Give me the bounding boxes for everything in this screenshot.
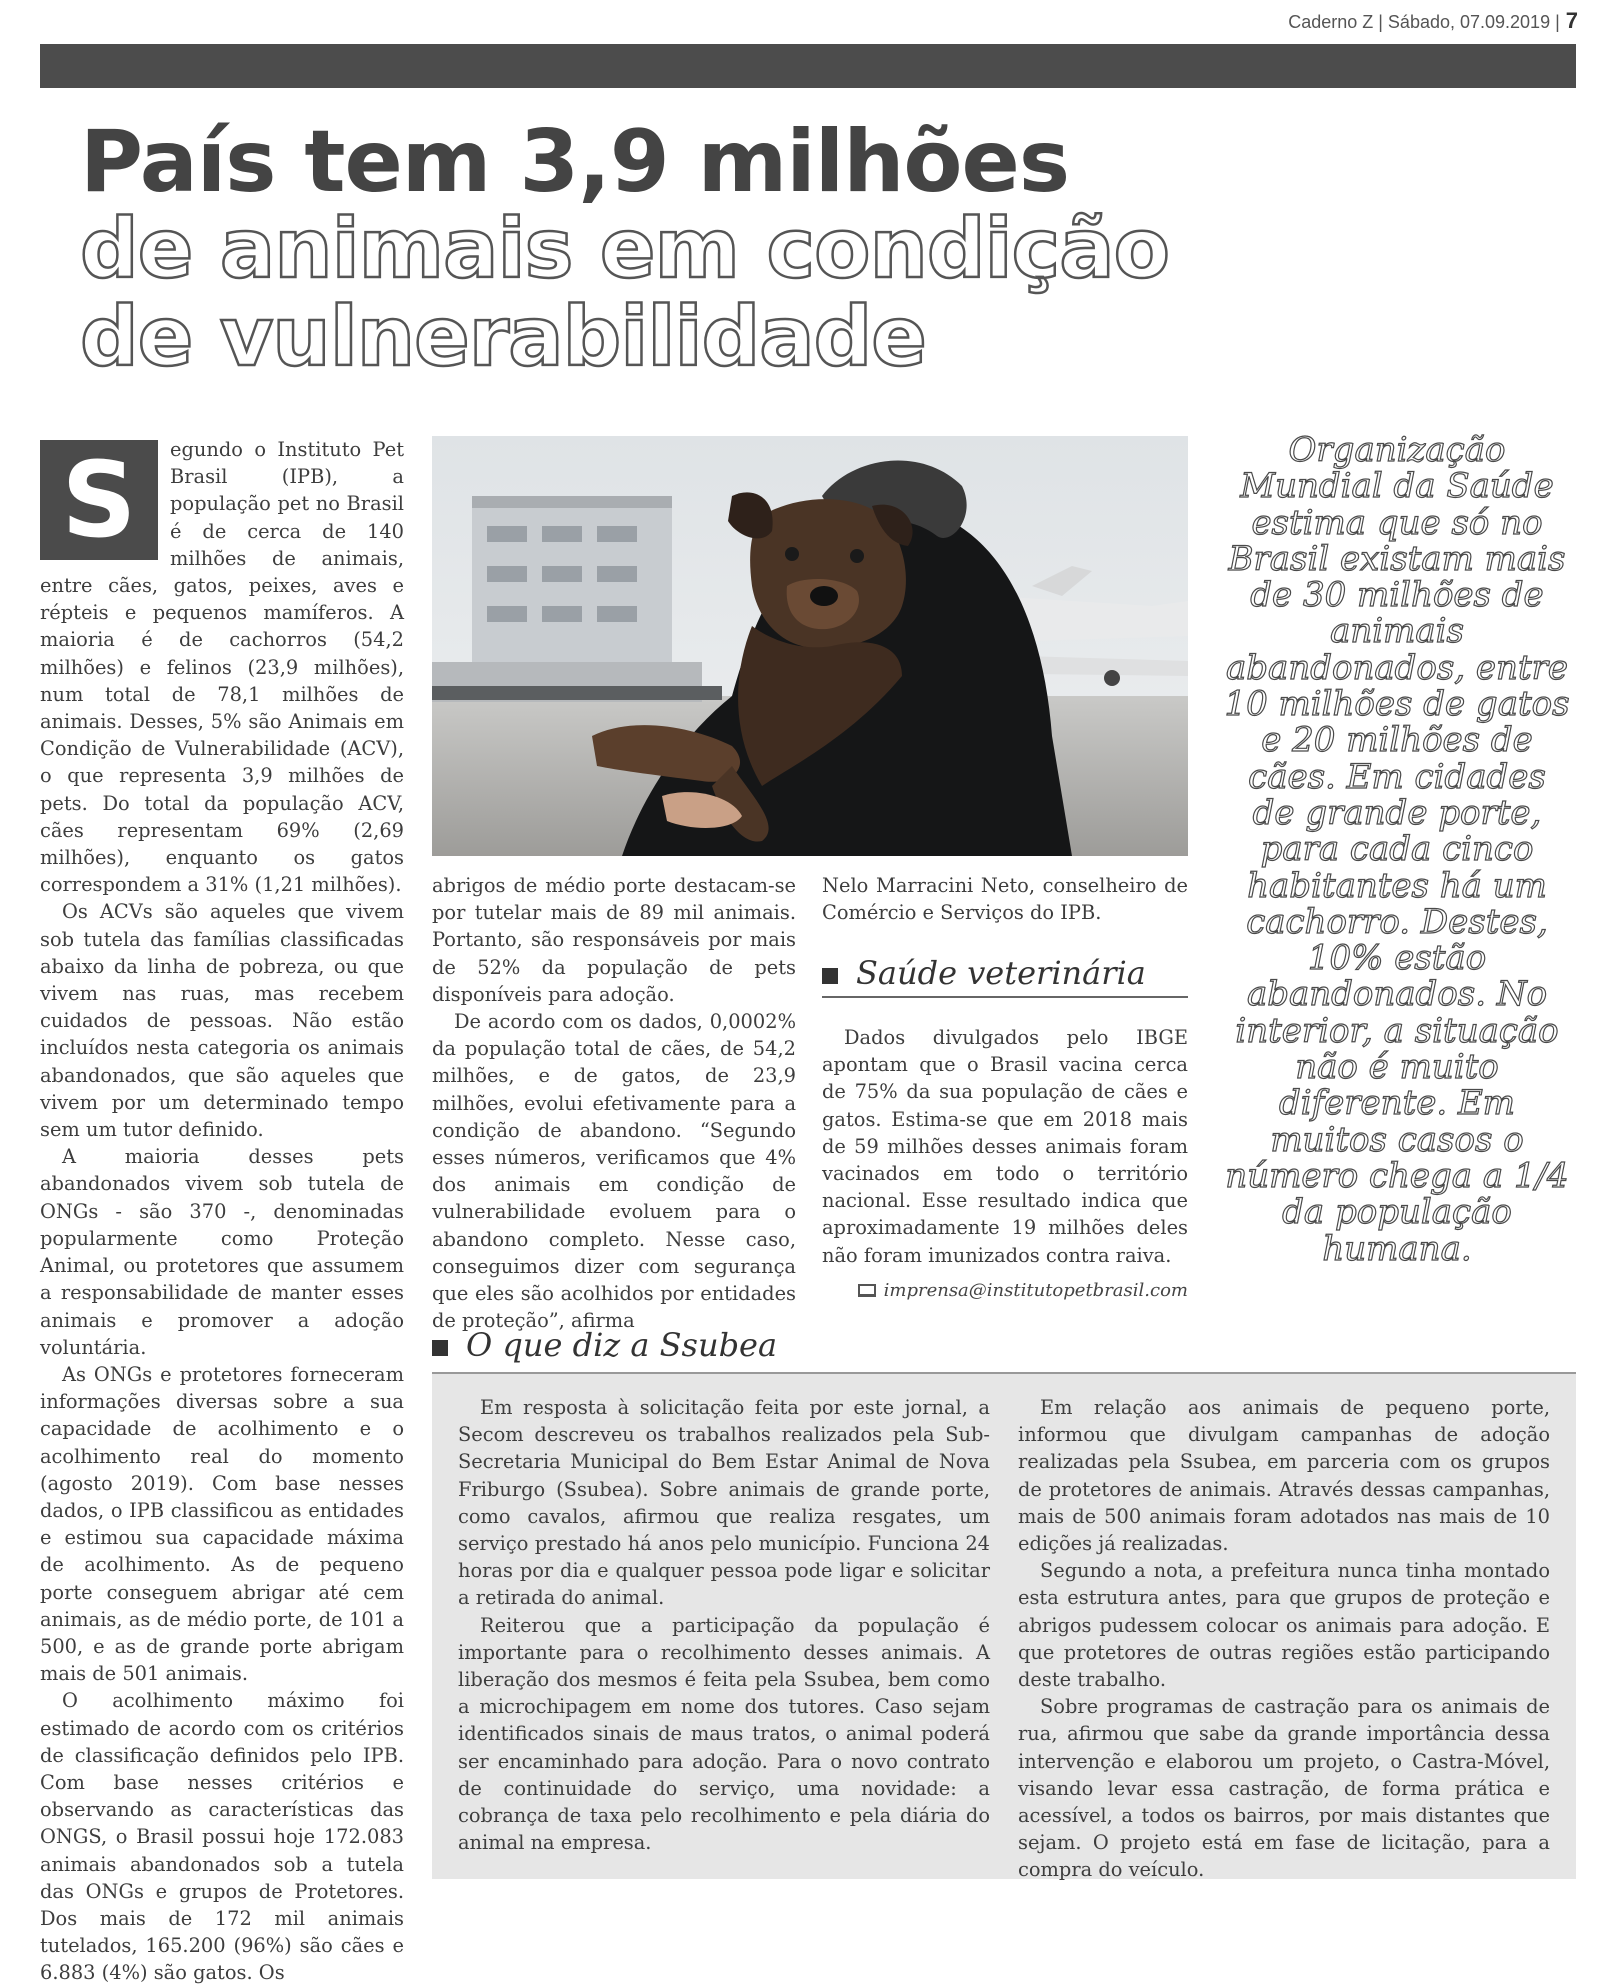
ssubea-box — [432, 1372, 1576, 1882]
article-column-1 — [40, 436, 404, 1985]
paragraph: Reiterou que a participação da população é importante para o recolhimento desses animais. A liberação dos mesmos é feita pela Ssubea, bem como a microchipagem em nome dos tutores. Caso sejam identificados sinais de maus tratos, o animal poderá ser encaminhado para adoção. Para o novo contrato de continuidade do serviço, uma novidade: a cobrança de taxa pelo recolhimento e pela diária do animal na empresa. — [458, 1613, 990, 1855]
dog-photo-illustration — [432, 436, 1188, 856]
square-bullet-icon — [822, 968, 838, 984]
headline-line-2: de animais em condição — [80, 202, 1169, 297]
paragraph: Segundo a nota, a prefeitura nunca tinha montado esta estrutura antes, para que grupos de proteção e abrigos pudessem colocar os animais para adoção. E que protetores de outras regiões estão participando deste trabalho. — [1018, 1559, 1550, 1692]
paragraph: abrigos de médio porte destacam-se por tutelar mais de 89 mil animais. Portanto, são responsáveis por mais de 52% da população de pets disponíveis para adoção. — [432, 874, 796, 1006]
monitor-icon — [858, 1284, 876, 1297]
paragraph: Em resposta à solicitação feita por este jornal, a Secom descreveu os trabalhos realizados pela Sub-Secretaria Municipal do Bem Estar Animal de Nova Friburgo (Ssubea). Sobre animais de grande porte, como cavalos, afirmou que realiza resgates, um serviço prestado há anos pelo município. Funciona 24 horas por dia e qualquer pessoa pode ligar e solicitar a retirada do animal. — [458, 1396, 990, 1610]
headline-line-3: de vulnerabilidade — [80, 290, 926, 385]
saude-text-block — [822, 1024, 1188, 1269]
article-column-3 — [822, 872, 1188, 926]
section-title-ssubea — [432, 1326, 777, 1364]
folio-text: Caderno Z | Sábado, 07.09.2019 | — [1288, 12, 1560, 32]
paragraph: Os ACVs são aqueles que vivem sob tutela das famílias classificadas abaixo da linha de pobreza, ou que vivem nas ruas, mas recebem cuidados de pessoas. Não estão incluídos nesta categoria os animais abandonados, que são aqueles que vivem por um determinado tempo sem um tutor definido. — [40, 900, 404, 1142]
page-folio — [1288, 8, 1578, 34]
top-bar — [40, 44, 1576, 88]
ssubea-column-right — [1018, 1394, 1550, 1884]
page-number: 7 — [1565, 8, 1578, 33]
headline — [80, 112, 1280, 385]
headline-line-1: País tem 3,9 milhões — [80, 112, 1070, 212]
article-column-2 — [432, 872, 796, 1334]
paragraph: O acolhimento máximo foi estimado de acordo com os critérios de classificação definidos pelo IPB. Com base nesses critérios e observando as características das ONGS, o Brasil possui hoje 172.083 animais abandonados sob a tutela das ONGs e grupos de Protetores. Dos mais de 172 mil animais tutelados, 165.200 (96%) são cães e 6.883 (4%) são gatos. Os — [40, 1689, 404, 1985]
drop-cap: S — [40, 440, 158, 560]
paragraph: egundo o Instituto Pet Brasil (IPB), a população pet no Brasil é de cerca de 140 milhões de animais, entre cães, gatos, peixes, aves e répteis e pequenos mamíferos. A maioria é de cachorros (54,2 milhões) e felinos (23,9 milhões), num total de 78,1 milhões de animais. Desses, 5% são Animais em Condição de Vulnerabilidade (ACV), o que representa 3,9 milhões de pets. Do total da população ACV, cães representam 69% (2,69 milhões), enquanto os gatos correspondem a 31% (1,21 milhões). — [40, 438, 404, 897]
paragraph: A maioria desses pets abandonados vivem sob tutela de ONGs - são 370 -, denominadas popularmente como Proteção Animal, ou protetores que assumem a responsabilidade de manter esses animais e promover a adoção voluntária. — [40, 1145, 404, 1359]
article-photo-dog — [432, 436, 1188, 856]
pull-quote: Organização Mundial da Saúde estima que só no Brasil existam mais de 30 milhões de animais abandonados, entre 10 milhões de gatos e 20 milhões de cães. Em cidades de grande porte, para cada cinco habitantes há um cachorro. Destes, 10% estão abandonados. No interior, a situação não é muito diferente. Em muitos casos o número chega a 1/4 da população humana. — [1224, 430, 1570, 1269]
square-bullet-icon — [432, 1340, 448, 1356]
paragraph: As ONGs e protetores forneceram informações diversas sobre a sua capacidade de acolhimento e o acolhimento real do momento (agosto 2019). Com base nesses dados, o IPB classificou as entidades e estimou sua capacidade máxima de acolhimento. As de pequeno porte conseguem abrigar até cem animais, as de médio porte, de 101 a 500, e as de grande porte abrigam mais de 501 animais. — [40, 1362, 404, 1686]
section-title-text: Saúde veterinária — [856, 954, 1146, 992]
paragraph: Nelo Marracini Neto, conselheiro de Comércio e Serviços do IPB. — [822, 874, 1188, 925]
paragraph: De acordo com os dados, 0,0002% da população total de cães, de 54,2 milhões, e de gatos, de 23,9 milhões, evolui efetivamente para a condição de abandono. “Segundo esses números, verificamos que 4% dos animais em condição de vulnerabilidade evoluem para o abandono completo. Nesse caso, conseguimos dizer com segurança que eles são acolhidos por entidades de proteção”, afirma — [432, 1010, 796, 1333]
section-title-text: O que diz a Ssubea — [466, 1326, 778, 1364]
paragraph: Sobre programas de castração para os animais de rua, afirmou que sabe da grande importância dessa intervenção e elaborou um projeto, o Castra-Móvel, visando levar essa castração, de forma prática e acessível, a todos os bairros, por mais distantes que sejam. O projeto está em fase de licitação, para a compra do veículo. — [1018, 1695, 1550, 1882]
paragraph: Em relação aos animais de pequeno porte, informou que divulgam campanhas de adoção realizadas pela Ssubea, em parceria com os grupos de protetores de animais. Através dessas campanhas, mais de 500 animais foram adotados nas mais de 10 edições já realizadas. — [1018, 1396, 1550, 1556]
contact-email — [822, 1280, 1188, 1301]
section-title-saude — [822, 954, 1188, 998]
ssubea-column-left — [458, 1394, 990, 1856]
email-link[interactable]: imprensa@institutopetbrasil.com — [883, 1280, 1188, 1301]
paragraph: Dados divulgados pelo IBGE apontam que o Brasil vacina cerca de 75% da sua população de cães e gatos. Estima-se que em 2018 mais de 59 milhões desses animais foram vacinados em todo o território nacional. Esse resultado indica que aproximadamente 19 milhões deles não foram imunizados contra raiva. — [822, 1026, 1188, 1267]
